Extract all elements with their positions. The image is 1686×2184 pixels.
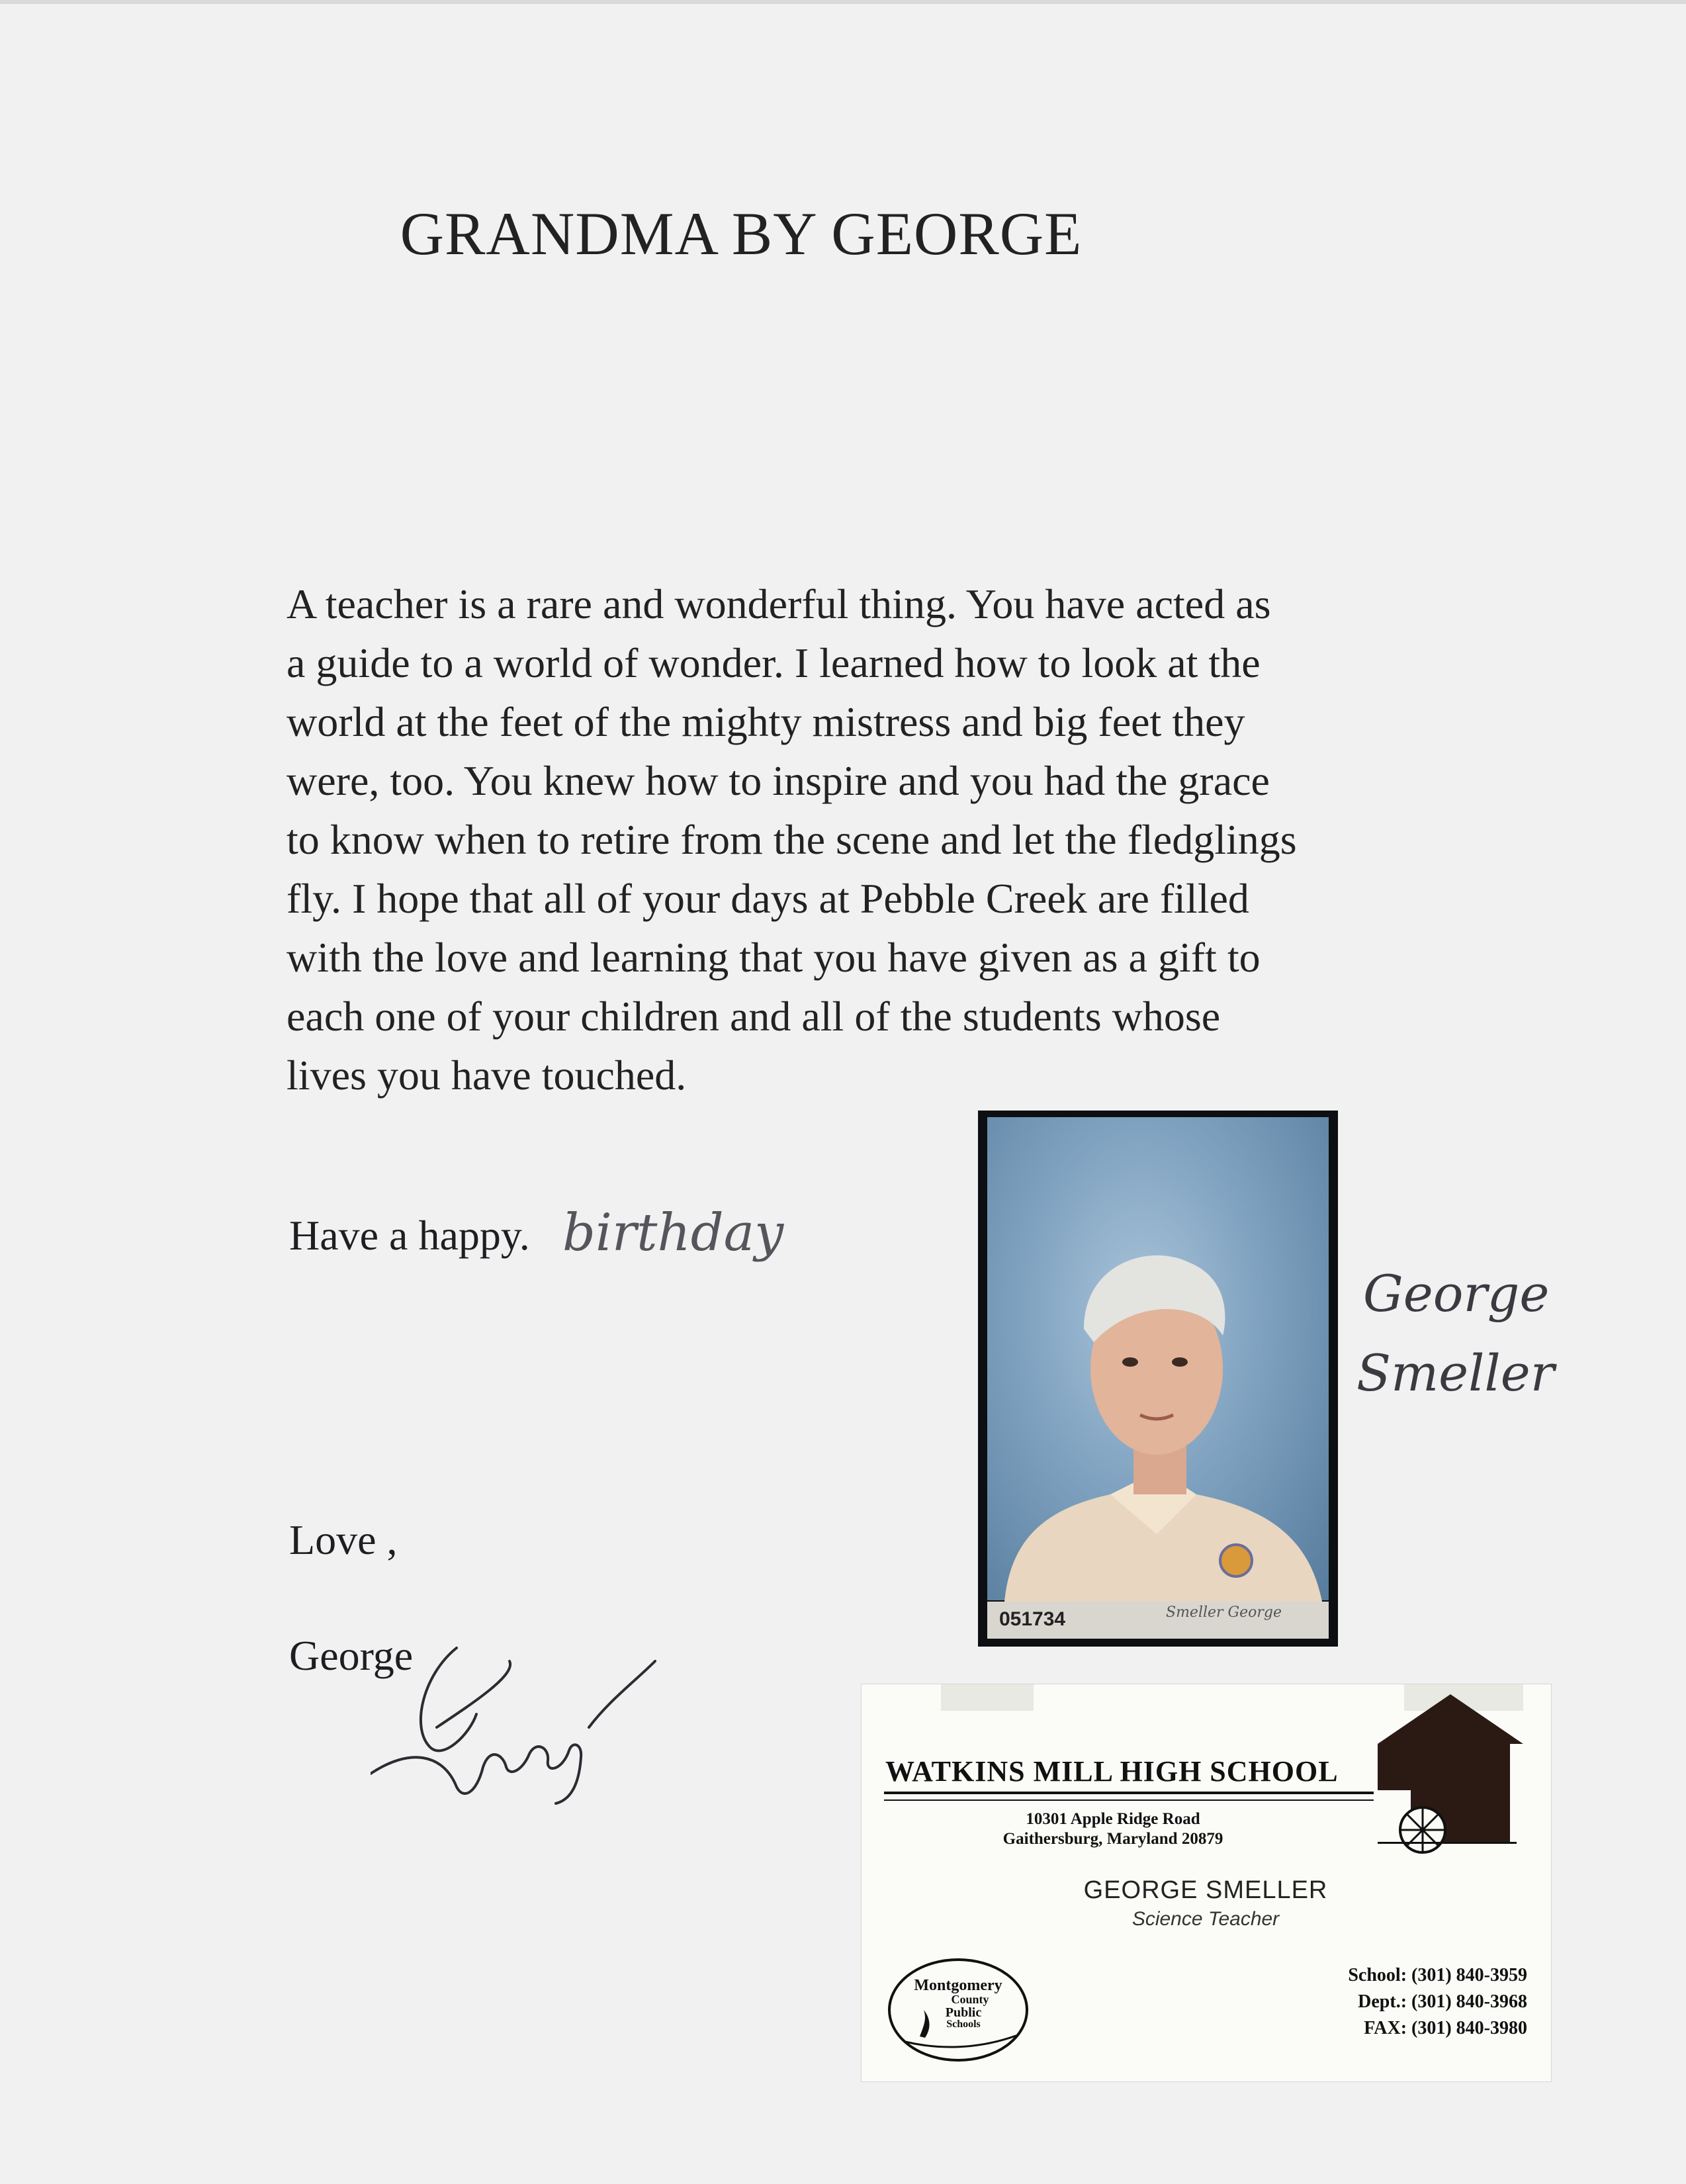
photo-strip-name: Smeller George — [1166, 1604, 1282, 1621]
phone-row: School: (301) 840-3959 — [1348, 1965, 1527, 1985]
mcps-logo-icon — [885, 1957, 1031, 2063]
body-line: world at the feet of the mighty mistress and big feet they — [287, 698, 1245, 745]
business-card — [862, 1684, 1551, 2081]
closing: Love , — [289, 1516, 398, 1563]
body-line: a guide to a world of wonder. I learned how to look at the — [287, 639, 1261, 686]
body-line: to know when to retire from the scene and let the fledglings — [287, 816, 1297, 863]
phone-list — [1348, 1962, 1527, 2042]
tape-strip — [941, 1684, 1034, 1711]
letter-body — [287, 574, 1491, 1105]
body-line: were, too. You knew how to inspire and you had the grace — [287, 757, 1270, 804]
mcps-logo-text: Public — [945, 2005, 982, 2020]
photo-id-strip — [987, 1602, 1329, 1639]
card-rule — [1378, 1842, 1517, 1844]
happy-line: Have a happy. — [289, 1212, 530, 1259]
card-rule — [884, 1792, 1374, 1794]
mcps-logo-text: Schools — [946, 2019, 981, 2030]
address-line-1: 10301 Apple Ridge Road — [1026, 1810, 1200, 1828]
handwritten-first-name: George — [1363, 1264, 1550, 1323]
phone-row: FAX: (301) 840-3980 — [1364, 2018, 1527, 2038]
document-title: GRANDMA BY GEORGE — [400, 200, 1083, 267]
phone-row: Dept.: (301) 840-3968 — [1358, 1991, 1527, 2012]
portrait-figure — [978, 1111, 1338, 1602]
body-line: lives you have touched. — [287, 1052, 687, 1099]
card-person-role: Science Teacher — [1131, 1908, 1280, 1930]
address-line-2: Gaithersburg, Maryland 20879 — [1002, 1830, 1223, 1848]
handwritten-signature — [371, 1635, 701, 1807]
body-line: each one of your children and all of the students whose — [287, 993, 1221, 1040]
body-line: fly. I hope that all of your days at Pebble Creek are filled — [287, 875, 1249, 922]
signer-name: George — [289, 1632, 414, 1679]
portrait-photo — [978, 1111, 1338, 1647]
handwritten-birthday: birthday — [562, 1203, 784, 1263]
barn-logo-icon — [1371, 1691, 1530, 1856]
card-person-name: GEORGE SMELLER — [1083, 1876, 1328, 1904]
body-line: A teacher is a rare and wonderful thing. You have acted as — [287, 580, 1271, 627]
mcps-logo-text: County — [951, 1993, 989, 2006]
body-line: with the love and learning that you have given as a gift to — [287, 934, 1261, 981]
school-name: WATKINS MILL HIGH SCHOOL — [885, 1755, 1339, 1788]
photo-id-number: 051734 — [999, 1608, 1066, 1630]
mcps-logo-text: Montgomery — [914, 1977, 1002, 1994]
handwritten-last-name: Smeller — [1356, 1343, 1555, 1402]
page-top-edge — [0, 0, 1686, 4]
card-rule — [884, 1799, 1374, 1801]
